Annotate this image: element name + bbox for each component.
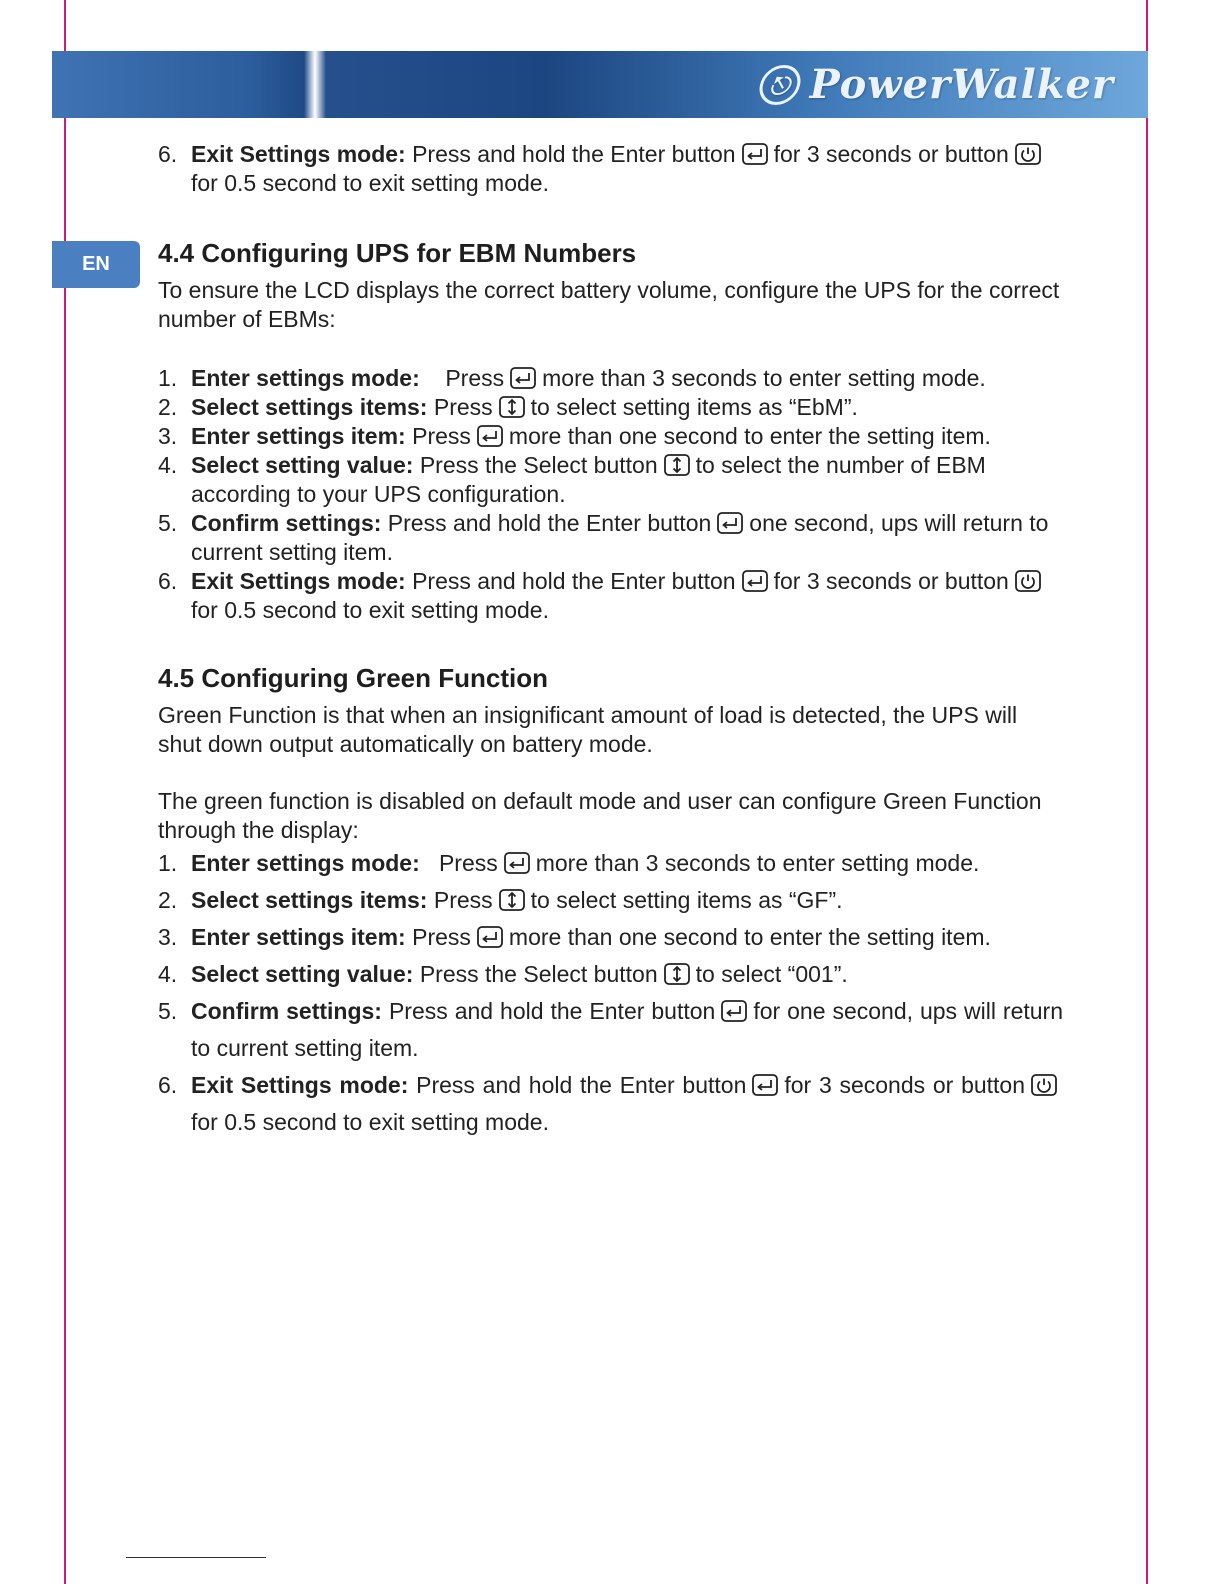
- header-banner: [52, 51, 1148, 118]
- green-step-list: [158, 845, 1063, 1141]
- enter-button-icon: [721, 1000, 747, 1022]
- section-heading: 4.5 Configuring Green Function: [158, 663, 548, 693]
- section-heading: 4.4 Configuring UPS for EBM Numbers: [158, 238, 637, 268]
- section-intro: To ensure the LCD displays the correct battery volume, configure the UPS for the correct number of EBMs:: [158, 277, 1060, 332]
- section-intro-2: The green function is disabled on default mode and user can configure Green Function through the display:: [158, 788, 1042, 843]
- select-button-icon: [664, 454, 690, 476]
- ebm-step-list: [158, 364, 1063, 625]
- left-margin-line: [64, 0, 66, 1584]
- section-intro: Green Function is that when an insignificant amount of load is detected, the UPS will shut down output automatically on battery mode.: [158, 702, 1018, 757]
- list-item: 6. Exit Settings mode: Press and hold the Enter button for 3 seconds or buttonfor 0.5 second to exit setting mode.: [158, 140, 1063, 198]
- power-button-icon: [1015, 570, 1041, 592]
- enter-button-icon: [477, 926, 503, 948]
- select-button-icon: [664, 963, 690, 985]
- list-item: 3. Enter settings item: Press more than one second to enter the setting item.: [158, 924, 991, 950]
- brand-name: PowerWalker: [809, 61, 1114, 108]
- power-button-icon: [1015, 143, 1041, 165]
- enter-button-icon: [504, 852, 530, 874]
- list-item: 1. Enter settings mode: Press more than 3 seconds to enter setting mode.: [158, 365, 986, 391]
- enter-button-icon: [477, 425, 503, 447]
- section-ebm-numbers: [158, 236, 1063, 625]
- section-green-function: [158, 661, 1063, 1141]
- page-content: [158, 136, 1063, 1141]
- list-item: 6. Exit Settings mode: Press and hold the Enter button for 3 seconds or buttonfor 0.5 second to exit setting mode.: [158, 567, 1063, 625]
- list-item: 1. Enter settings mode: Press more than 3 seconds to enter setting mode.: [158, 850, 980, 876]
- list-item: 2. Select settings items: Press to select setting items as “EbM”.: [158, 394, 858, 420]
- list-item: 6. Exit Settings mode: Press and hold the Enter button for 3 seconds or buttonfor 0.5 second to exit setting mode.: [158, 1067, 1063, 1141]
- right-margin-line: [1146, 0, 1148, 1584]
- enter-button-icon: [742, 143, 768, 165]
- list-item: 2. Select settings items: Press to select setting items as “GF”.: [158, 887, 843, 913]
- select-button-icon: [499, 889, 525, 911]
- brand-logo: [760, 61, 1114, 108]
- list-item: 3. Enter settings item: Press more than one second to enter the setting item.: [158, 423, 991, 449]
- list-item: 4. Select setting value: Press the Select button to select the number of EBM according to your UPS configuration.: [158, 452, 986, 507]
- enter-button-icon: [510, 367, 536, 389]
- language-tab: EN: [52, 241, 140, 288]
- footer-rule: [126, 1557, 266, 1558]
- list-item: 5. Confirm settings: Press and hold the Enter button for one second, ups will return to current setting item.: [158, 998, 1064, 1061]
- list-item: 5. Confirm settings: Press and hold the Enter button one second, ups will return to current setting item.: [158, 510, 1049, 565]
- enter-button-icon: [752, 1074, 778, 1096]
- enter-button-icon: [717, 512, 743, 534]
- select-button-icon: [499, 396, 525, 418]
- list-item: 4. Select setting value: Press the Select button to select “001”.: [158, 961, 848, 987]
- top-step-list: [158, 140, 1063, 198]
- enter-button-icon: [742, 570, 768, 592]
- logo-mark-icon: ⎋: [755, 65, 804, 105]
- power-button-icon: [1031, 1074, 1057, 1096]
